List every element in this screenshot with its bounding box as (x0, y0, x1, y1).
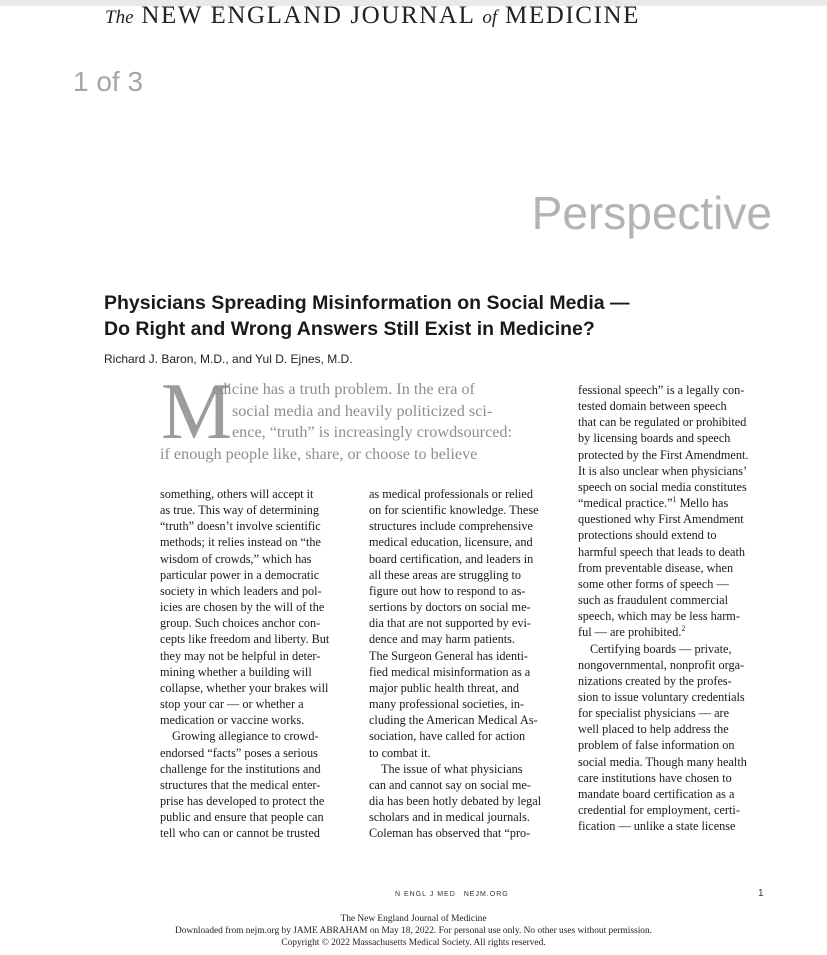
text-line: cluding the American Medical As- (369, 713, 538, 728)
title-line-1: Physicians Spreading Misinformation on Social Media — (104, 292, 630, 314)
text-line: Growing allegiance to crowd- (172, 729, 319, 744)
title-line-2: Do Right and Wrong Answers Still Exist in Medicine? (104, 318, 595, 340)
lead-line: if enough people like, share, or choose to believe (160, 444, 478, 463)
text-line: board certification, and leaders in (369, 551, 534, 566)
text-line: credential for employment, certi- (578, 803, 740, 818)
text-line: for specialist physicians — are (578, 706, 730, 721)
text-line: from preventable disease, when (578, 560, 734, 575)
text-line: something, others will accept it (160, 487, 314, 501)
lead-line: edicine has a truth problem. In the era of (212, 380, 475, 398)
text-line: fessional speech” is a legally con- (578, 383, 745, 397)
masthead-of: of (482, 7, 498, 28)
text-line: by licensing boards and speech (578, 431, 731, 446)
copyright-notice: Copyright © 2022 Massachusetts Medical Society. All rights reserved. (281, 938, 546, 948)
page-number: 1 (758, 888, 764, 899)
text-line: on for scientific knowledge. These (369, 503, 539, 518)
text-line: icies are chosen by the will of the (160, 600, 325, 615)
lead-line: ence, “truth” is increasingly crowdsourced: (232, 423, 513, 441)
text-line: collapse, whether your brakes will (160, 680, 329, 695)
section-label: Perspective (531, 187, 772, 239)
text-line: dence and may harm patients. (369, 632, 515, 647)
journal-site: NEJM.ORG (463, 891, 509, 898)
text-line: they may not be helpful in deter- (160, 648, 321, 663)
text-line: public and ensure that people can (160, 810, 324, 825)
journal-abbreviation: N ENGL J MED (395, 891, 456, 898)
text-line: structures that the medical enter- (160, 777, 321, 792)
body-column-2 (369, 486, 559, 841)
text-line: tested domain between speech (578, 399, 727, 414)
text-line: harmful speech that leads to death (578, 544, 746, 559)
text-line: protections should extend to (578, 528, 717, 543)
masthead-medicine: MEDICINE (505, 2, 641, 29)
text-line: all these areas are struggling to (369, 567, 522, 582)
text-line (578, 624, 768, 640)
text-line: to combat it. (369, 745, 431, 760)
text-line: sertions by doctors on social me- (369, 600, 531, 615)
text-line: methods; it relies instead on “the (160, 535, 321, 550)
text-line: The Surgeon General has identi- (369, 648, 528, 663)
text-line: group. Such choices anchor con- (160, 616, 321, 631)
text-line: speech on social media constitutes (578, 479, 747, 494)
text-line: care institutions have chosen to (578, 770, 732, 785)
lead-paragraph (160, 379, 560, 465)
body-column-1 (160, 486, 350, 841)
text-line: such as fraudulent commercial (578, 593, 729, 608)
text-line: medication or vaccine works. (160, 713, 305, 728)
text-line: sociation, have called for action (369, 729, 526, 744)
text-line: questioned why First Amendment (578, 512, 744, 527)
text-line: structures include comprehensive (369, 519, 533, 534)
text-line: nongovernmental, nonprofit orga- (578, 657, 745, 672)
text-line: can and cannot say on social me- (369, 777, 531, 792)
running-footer (395, 891, 517, 898)
body-column-3 (578, 382, 768, 834)
text-line: society in which leaders and pol- (160, 583, 322, 598)
reference-marker: 2 (681, 624, 686, 634)
text-line: well placed to help address the (578, 722, 729, 737)
text-line: social media. Though many health (578, 754, 747, 769)
text-line: Coleman has observed that “pro- (369, 826, 531, 841)
text-line: some other forms of speech — (578, 576, 729, 591)
text-line: prise has developed to protect the (160, 793, 325, 808)
download-notice-title: The New England Journal of Medicine (340, 914, 487, 924)
text-line: stop your car — or whether a (160, 697, 304, 712)
text-fragment: “medical practice.” (578, 496, 673, 511)
text-line: figure out how to respond to as- (369, 583, 526, 598)
reference-marker: 1 (672, 495, 677, 505)
article-authors: Richard J. Baron, M.D., and Yul D. Ejnes, M.D. (104, 352, 353, 366)
text-line: wisdom of crowds,” which has (160, 551, 312, 566)
text-line: “truth” doesn’t involve scientific (160, 519, 321, 534)
text-line: dia that are not supported by evi- (369, 616, 531, 631)
masthead-the: The (105, 7, 134, 28)
text-line: major public health threat, and (369, 680, 520, 695)
text-line: speech, which may be less harm- (578, 609, 740, 624)
text-line: as true. This way of determining (160, 503, 319, 518)
text-line: endorsed “facts” poses a serious (160, 745, 318, 760)
lead-line: social media and heavily politicized sci- (232, 401, 493, 420)
text-line: Certifying boards — private, (590, 641, 732, 656)
text-line: particular power in a democratic (160, 567, 320, 582)
text-line: tell who can or cannot be trusted (160, 826, 320, 841)
text-line (578, 495, 768, 511)
download-notice: Downloaded from nejm.org by JAME ABRAHAM on May 18, 2022. For personal use only. No other uses without permission. (174, 926, 653, 936)
text-line: that can be regulated or prohibited (578, 415, 747, 430)
text-line: It is also unclear when physicians’ (578, 463, 748, 478)
text-line: fication — unlike a state license (578, 819, 736, 834)
text-line: challenge for the institutions and (160, 761, 321, 776)
text-line: problem of false information on (578, 738, 735, 753)
text-fragment: ful — are prohibited. (578, 625, 682, 640)
text-line: cepts like freedom and liberty. But (160, 632, 330, 647)
text-line: scholars and in medical journals. (369, 810, 530, 825)
text-line: medical education, licensure, and (369, 535, 533, 550)
text-line: many professional societies, in- (369, 697, 525, 712)
text-line: nizations created by the profes- (578, 673, 732, 688)
text-line: sion to issue voluntary credentials (578, 689, 745, 704)
text-line: protected by the First Amendment. (578, 447, 749, 462)
article-title (104, 290, 744, 342)
text-line: mandate board certification as a (578, 786, 735, 801)
masthead-journal: NEW ENGLAND JOURNAL (141, 2, 475, 29)
text-line: dia has been hotly debated by legal (369, 793, 542, 808)
journal-masthead (105, 2, 775, 30)
text-line: The issue of what physicians (381, 761, 523, 776)
page-indicator: 1 of 3 (73, 66, 144, 97)
drop-cap: M (161, 368, 233, 456)
text-line: fied medical misinformation as a (369, 664, 531, 679)
text-fragment: Mello has (676, 496, 729, 511)
text-line: as medical professionals or relied (369, 487, 533, 501)
text-line: mining whether a building will (160, 664, 312, 679)
